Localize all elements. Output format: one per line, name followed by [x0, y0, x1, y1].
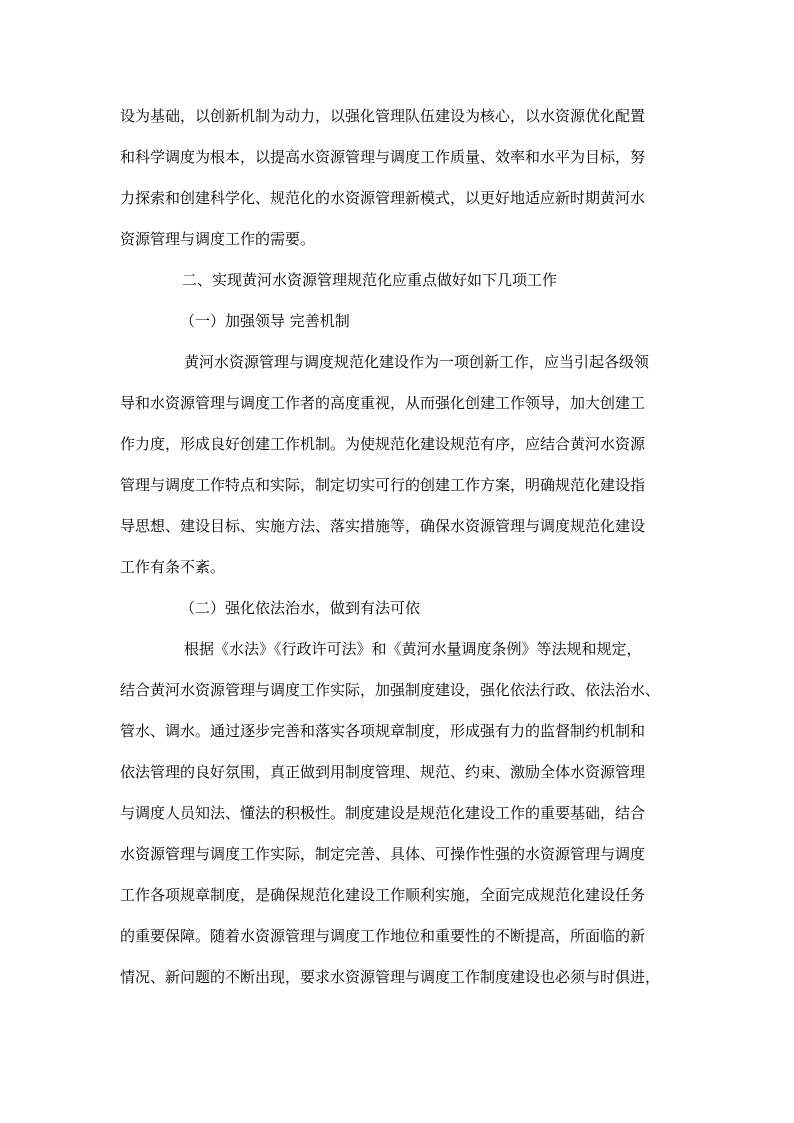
body-text-line: 力探索和创建科学化、规范化的水资源管理新模式，以更好地适应新时期黄河水 — [120, 189, 646, 207]
body-text-line: 导和水资源管理与调度工作者的高度重视，从而强化创建工作领导，加大创建工 — [120, 394, 646, 412]
body-text-line: 管水、调水。通过逐步完善和落实各项规章制度，形成强有力的监督制约机制和 — [120, 722, 646, 740]
body-text-line: 水资源管理与调度工作实际，制定完善、具体、可操作性强的水资源管理与调度 — [120, 845, 646, 863]
body-text-line: 结合黄河水资源管理与调度工作实际，加强制度建设，强化依法行政、依法治水、 — [120, 681, 661, 699]
body-text-line: 和科学调度为根本，以提高水资源管理与调度工作质量、效率和水平为目标，努 — [120, 148, 646, 166]
subsection-heading: （二）强化依法治水，做到有法可依 — [180, 599, 421, 617]
body-text-line: 情况、新问题的不断出现，要求水资源管理与调度工作制度建设也必须与时俱进， — [120, 968, 661, 986]
body-text-line: 依法管理的良好氛围，真正做到用制度管理、规范、约束、激励全体水资源管理 — [120, 763, 646, 781]
body-text-line: 黄河水资源管理与调度规范化建设作为一项创新工作，应当引起各级领 — [184, 353, 650, 371]
body-text-line: 导思想、建设目标、实施方法、落实措施等，确保水资源管理与调度规范化建设 — [120, 517, 646, 535]
subsection-heading: （一）加强领导 完善机制 — [180, 312, 350, 330]
section-heading: 二、实现黄河水资源管理规范化应重点做好如下几项工作 — [182, 271, 558, 289]
body-text-line: 工作各项规章制度，是确保规范化建设工作顺利实施，全面完成规范化建设任务 — [120, 886, 646, 904]
body-text-line: 根据《水法》《行政许可法》和《黄河水量调度条例》等法规和规定， — [184, 640, 642, 658]
body-text-line: 工作有条不紊。 — [120, 558, 226, 576]
body-text-line: 设为基础，以创新机制为动力，以强化管理队伍建设为核心，以水资源优化配置 — [120, 107, 646, 125]
body-text-line: 作力度，形成良好创建工作机制。为使规范化建设规范有序，应结合黄河水资源 — [120, 435, 646, 453]
body-text-line: 管理与调度工作特点和实际，制定切实可行的创建工作方案，明确规范化建设指 — [120, 476, 646, 494]
body-text-line: 的重要保障。随着水资源管理与调度工作地位和重要性的不断提高，所面临的新 — [120, 927, 646, 945]
body-text-line: 资源管理与调度工作的需要。 — [120, 230, 316, 248]
body-text-line: 与调度人员知法、懂法的积极性。制度建设是规范化建设工作的重要基础，结合 — [120, 804, 646, 822]
